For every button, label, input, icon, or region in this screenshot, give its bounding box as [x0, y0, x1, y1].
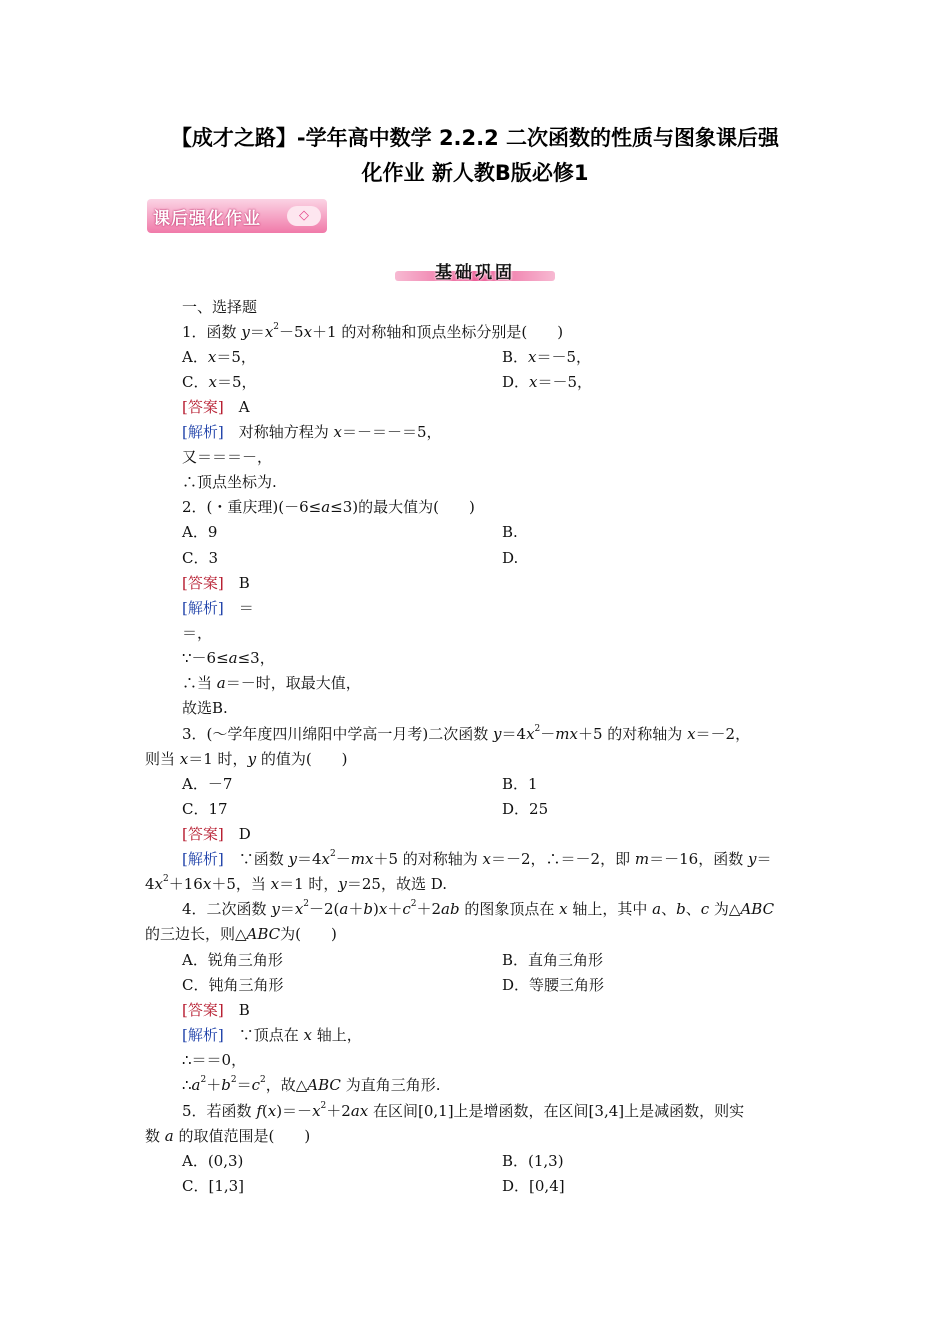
answer-label: [答案]	[182, 1001, 224, 1019]
analysis-label: [解析]	[182, 850, 224, 868]
analysis-label: [解析]	[182, 1026, 224, 1044]
question-5-option-a: A．(0,3)	[182, 1152, 244, 1170]
question-1-option-d: D．x＝－5，	[502, 373, 593, 391]
question-2-analysis: [解析] ＝	[182, 599, 254, 617]
question-4-option-d: D．等腰三角形	[502, 976, 605, 994]
question-1-analysis-line2: 又＝＝＝－，	[182, 448, 273, 466]
answer-label: [答案]	[182, 574, 224, 592]
question-1-option-a: A．x＝5，	[182, 348, 256, 366]
question-4-analysis-line2: ∴＝＝0，	[182, 1051, 247, 1069]
question-3-option-d: D．25	[502, 800, 549, 818]
question-5-option-d: D．[0,4]	[502, 1177, 565, 1195]
question-1-answer: [答案] A	[182, 398, 250, 416]
question-4-stem-line2: 的三边长，则△ABC为( )	[145, 925, 337, 943]
question-3-stem: 3．(～学年度四川绵阳中学高一月考)二次函数 $y=4x^2-mx+5$ 的对称轴为 x＝－2，	[182, 724, 751, 743]
document-title-line1: 【成才之路】-学年高中数学 2.2.2 二次函数的性质与图象课后强	[170, 126, 780, 150]
question-4-option-c: C．钝角三角形	[182, 976, 284, 994]
question-2-analysis-line5: 故选B.	[182, 699, 228, 717]
question-5-stem: 5．若函数 $f(x)=-x^2+2ax$ 在区间[0,1]上是增函数，在区间[3,4]上是减函数，则实	[182, 1101, 745, 1120]
question-1-option-b: B．x＝－5，	[502, 348, 592, 366]
question-3-option-c: C．17	[182, 800, 228, 818]
question-3-option-b: B．1	[502, 775, 538, 793]
question-4-analysis-line3: $\therefore a^2+b^2=c^2$，故△ABC 为直角三角形.	[182, 1075, 441, 1094]
question-2-analysis-line2: ＝，	[182, 624, 213, 642]
question-3-option-a: A．－7	[182, 775, 233, 793]
question-3-analysis-line2: $4x^2+16x+5$，当 x＝1 时，y＝25，故选 D.	[145, 874, 448, 893]
question-5-option-b: B．(1,3)	[502, 1152, 564, 1170]
after-class-badge	[147, 199, 327, 233]
question-2-option-b: B.	[502, 523, 518, 541]
question-4-option-a: A．锐角三角形	[182, 951, 283, 969]
question-2-option-d: D.	[502, 549, 519, 567]
section-header	[395, 258, 555, 284]
question-5-option-c: C．[1,3]	[182, 1177, 245, 1195]
analysis-label: [解析]	[182, 599, 224, 617]
question-2-analysis-line4: ∴当 a＝－时，取最大值，	[182, 674, 361, 692]
question-1-stem: 1．函数 $y=x^2-5x+1$ 的对称轴和顶点坐标分别是( )	[182, 322, 564, 341]
answer-label: [答案]	[182, 825, 224, 843]
question-1-analysis-line3: ∴顶点坐标为.	[182, 473, 277, 491]
question-3-answer: [答案] D	[182, 825, 251, 843]
question-2-option-c: C．3	[182, 549, 219, 567]
analysis-label: [解析]	[182, 423, 224, 441]
question-1-option-c: C．x＝5，	[182, 373, 257, 391]
document-title-line2: 化作业 新人教B版必修1	[361, 161, 589, 185]
question-2-option-a: A．9	[182, 523, 218, 541]
question-5-stem-line2: 数 a 的取值范围是( )	[145, 1127, 311, 1145]
question-4-analysis: [解析] ∵顶点在 x 轴上，	[182, 1026, 362, 1044]
question-2-stem: 2．(・重庆理)(－6≤a≤3)的最大值为( )	[182, 498, 475, 516]
question-2-answer: [答案] B	[182, 574, 250, 592]
section-label: 基础巩固	[435, 263, 515, 283]
question-3-analysis: [解析] ∵函数 $y=4x^2-mx+5$ 的对称轴为 x＝－2，∴＝－2，即 m＝－16，函数 y＝	[182, 849, 772, 868]
question-2-analysis-line3: ∵－6≤a≤3，	[182, 649, 275, 667]
question-4-stem: 4．二次函数 $y=x^2-2(a+b)x+c^2+2ab$ 的图象顶点在 x 轴上，其中 a、b、c 为△ABC	[182, 899, 775, 918]
question-1-analysis: [解析] 对称轴方程为 x＝－＝－＝5，	[182, 423, 442, 441]
diamond-icon: ◇	[287, 206, 321, 226]
answer-label: [答案]	[182, 398, 224, 416]
badge-label: 课后强化作业	[153, 209, 261, 229]
question-4-option-b: B．直角三角形	[502, 951, 604, 969]
section-heading: 一、选择题	[182, 298, 258, 316]
question-3-stem-line2: 则当 x＝1 时，y 的值为( )	[145, 750, 348, 768]
question-4-answer: [答案] B	[182, 1001, 250, 1019]
